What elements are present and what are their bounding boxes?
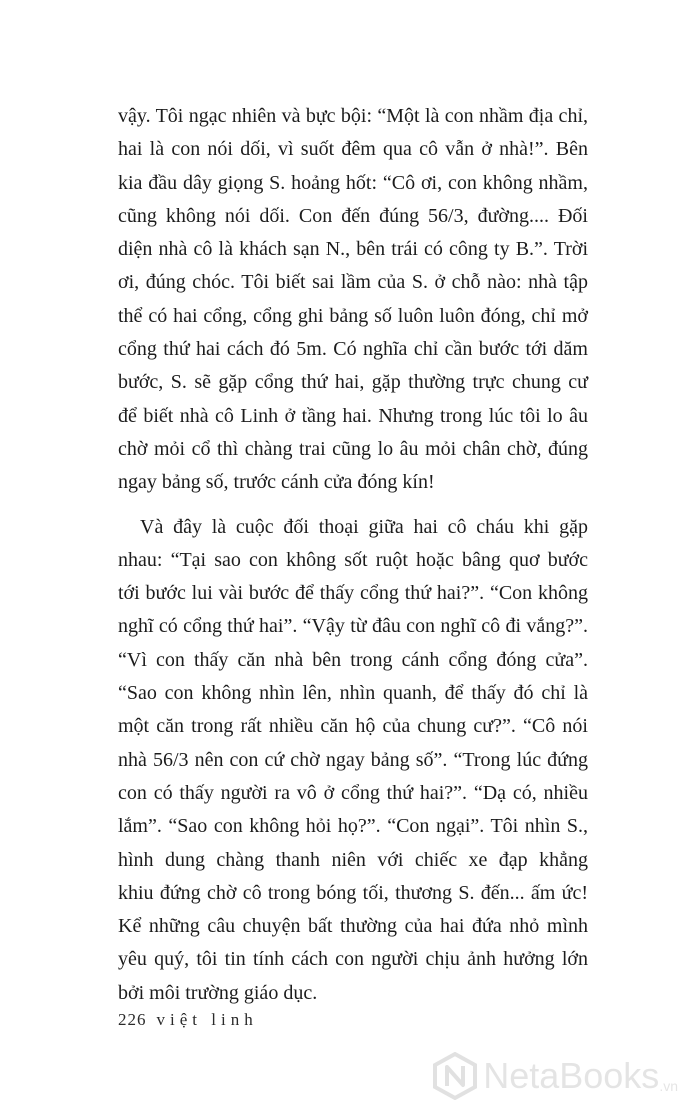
text-line: tới bước lui vài bước để thấy cổng thứ hai?”. “Con không: [118, 582, 588, 605]
page-footer: [118, 1010, 258, 1030]
text-line: bước, S. sẽ gặp cổng thứ hai, gặp thường trực chung cư: [118, 371, 588, 394]
page-number: 226: [118, 1010, 147, 1029]
paragraph-2: [118, 511, 588, 1010]
text-line: diện nhà cô là khách sạn N., bên trái có công ty B.”. Trời: [118, 238, 588, 261]
text-line: hai là con nói dối, vì suốt đêm qua cô vẫn ở nhà!”. Bên: [118, 138, 588, 161]
text-line: lắm”. “Sao con không hỏi họ?”. “Con ngại”. Tôi nhìn S.,: [118, 815, 588, 838]
text-line: nghĩ có cổng thứ hai”. “Vậy từ đâu con nghĩ cô đi vắng?”.: [118, 615, 588, 638]
text-line: “Vì con thấy căn nhà bên trong cánh cổng đóng cửa”.: [118, 648, 588, 671]
text-line: Và đây là cuộc đối thoại giữa hai cô cháu khi gặp: [140, 515, 588, 538]
text-line: hình dung chàng thanh niên với chiếc xe đạp khẳng: [118, 848, 588, 871]
text-line: một căn trong rất nhiều căn hộ của chung cư?”. “Cô nói: [118, 715, 588, 738]
text-line: cũng không nói dối. Con đến đúng 56/3, đường.... Đối: [118, 204, 588, 227]
text-line: ngay bảng số, trước cánh cửa đóng kín!: [118, 471, 435, 494]
text-line: “Sao con không nhìn lên, nhìn quanh, để thấy đó chỉ là: [118, 682, 588, 705]
text-line: cổng thứ hai cách đó 5m. Có nghĩa chỉ cần bước tới dăm: [118, 338, 588, 361]
paragraph-1: [118, 100, 588, 500]
body-text: [118, 100, 588, 1010]
text-line: Kể những câu chuyện bất thường của hai đứa nhỏ mình: [118, 915, 588, 938]
text-line: yêu quý, tôi tin tính cách con người chịu ảnh hưởng lớn: [118, 948, 588, 971]
text-line: nhà 56/3 nên con cứ chờ ngay bảng số”. “Trong lúc đứng: [118, 748, 588, 771]
watermark-suffix: .vn: [659, 1078, 678, 1094]
text-line: chờ mỏi cổ thì chàng trai cũng lo âu mỏi chân chờ, đúng: [118, 437, 588, 460]
text-line: để biết nhà cô Linh ở tầng hai. Nhưng trong lúc tôi lo âu: [118, 404, 588, 427]
text-line: bởi môi trường giáo dục.: [118, 981, 318, 1004]
text-line: vậy. Tôi ngạc nhiên và bực bội: “Một là con nhầm địa chỉ,: [118, 105, 588, 127]
netabooks-logo-icon: [433, 1052, 477, 1100]
text-line: thể có hai cổng, cổng ghi bảng số luôn luôn đóng, chỉ mở: [118, 304, 588, 327]
text-line: nhau: “Tại sao con không sốt ruột hoặc bâng quơ bước: [118, 548, 588, 571]
text-line: kia đầu dây giọng S. hoảng hốt: “Cô ơi, con không nhầm,: [118, 171, 588, 194]
text-line: con có thấy người ra vô ở cổng thứ hai?”. “Dạ có, nhiều: [118, 781, 588, 804]
running-author: việt linh: [156, 1010, 258, 1029]
text-line: khiu đứng chờ cô trong bóng tối, thương S. đến... ấm ức!: [118, 881, 588, 904]
watermark: [433, 1052, 678, 1100]
watermark-brand: NetaBooks: [483, 1055, 660, 1096]
text-line: ơi, đúng chóc. Tôi biết sai lầm của S. ở chỗ nào: nhà tập: [118, 271, 588, 294]
